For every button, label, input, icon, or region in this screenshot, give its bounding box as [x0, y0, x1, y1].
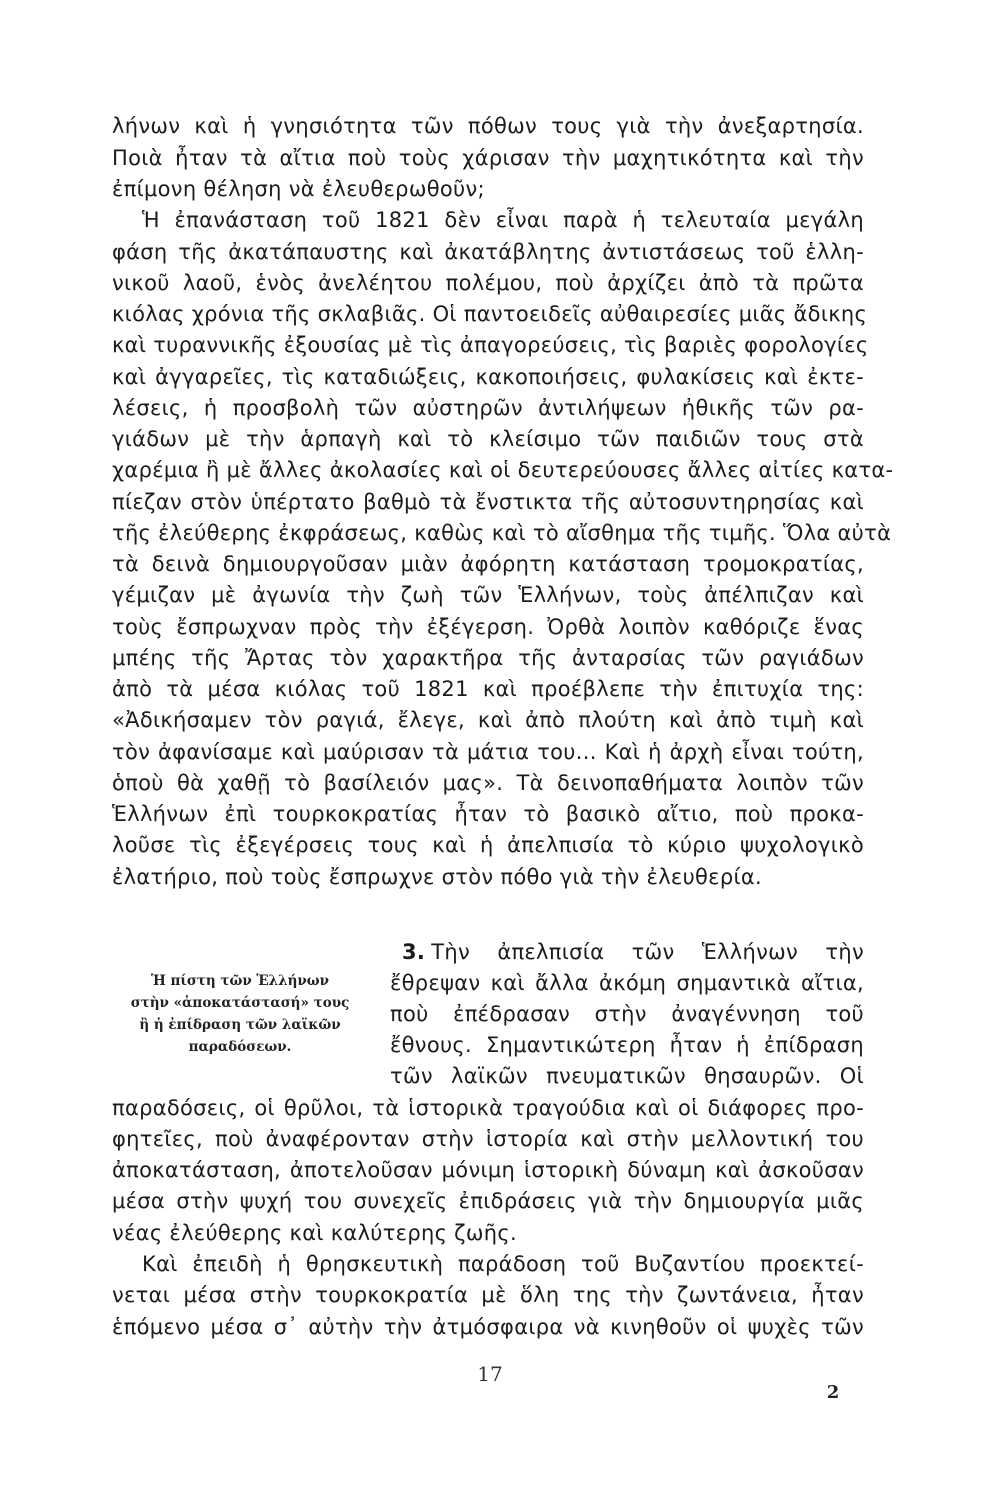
text-line: ἀποκατάσταση, ἀποτελοῦσαν μόνιμη ἱστορικὴ δύναμη καὶ ἀσκοῦσαν [112, 1158, 864, 1182]
text-line: τῶν λαϊκῶν πνευματικῶν θησαυρῶν. Οἱ [390, 1064, 864, 1088]
text-line: ἐπίμονη θέληση νὰ ἐλευθερωθοῦν; [112, 177, 485, 201]
signature-mark: 2 [826, 1382, 840, 1403]
text-line: ἔθνους. Σημαντικώτερη ἦταν ἡ ἐπίδραση [390, 1033, 864, 1057]
text-line: Ποιὰ ἦταν τὰ αἴτια ποὺ τοὺς χάρισαν τὴν μαχητικότητα καὶ τὴν [112, 146, 864, 170]
text-line: τῆς ἐλεύθερης ἐκφράσεως, καθὼς καὶ τὸ αἴσθημα τῆς τιμῆς. Ὅλα αὐτὰ [112, 521, 892, 545]
margin-note [104, 970, 376, 1058]
text-line: λήνων καὶ ἡ γνησιότητα τῶν πόθων τους γιὰ τὴν ἀνεξαρτησία. [112, 114, 864, 138]
text-line: νικοῦ λαοῦ, ἑνὸς ἀνελέητου πολέμου, ποὺ ἀρχίζει ἀπὸ τὰ πρῶτα [112, 271, 864, 295]
margin-note-line: Ἡ πίστη τῶν Ἑλλήνων [150, 973, 330, 989]
text-line: λοῦσε τὶς ἐξεγέρσεις τους καὶ ἡ ἀπελπισία τὸ κύριο ψυχολογικὸ [112, 833, 864, 857]
text-line: ἔθρεψαν καὶ ἄλλα ἀκόμη σημαντικὰ αἴτια, [390, 971, 864, 995]
section-heading-line [402, 938, 864, 966]
text-line: Καὶ ἐπειδὴ ἡ θρησκευτικὴ παράδοση τοῦ Βυζαντίου προεκτεί- [142, 1252, 864, 1276]
text-line: Ἑλλήνων ἐπὶ τουρκοκρατίας ἦταν τὸ βασικὸ αἴτιο, ποὺ προκα- [112, 802, 864, 826]
text-line: παραδόσεις, οἱ θρῦλοι, τὰ ἱστορικὰ τραγούδια καὶ οἱ διάφορες προ- [112, 1096, 864, 1120]
text-line: φητεῖες, ποὺ ἀναφέρονταν στὴν ἱστορία καὶ στὴν μελλοντική του [112, 1127, 864, 1151]
text-line: νεται μέσα στὴν τουρκοκρατία μὲ ὅλη της τὴν ζωντάνεια, ἦταν [112, 1283, 864, 1307]
section-first-line: Τὴν ἀπελπισία τῶν Ἑλλήνων τὴν [431, 940, 864, 964]
text-line: πίεζαν στὸν ὑπέρτατο βαθμὸ τὰ ἔνστικτα τῆς αὐτοσυντηρησίας καὶ [112, 490, 864, 514]
text-line: ἑπόμενο μέσα σ᾽ αὐτὴν τὴν ἀτμόσφαιρα νὰ κινηθοῦν οἱ ψυχὲς τῶν [112, 1315, 864, 1339]
text-line: τοὺς ἔσπρωχναν πρὸς τὴν ἐξέγερση. Ὀρθὰ λοιπὸν καθόριζε ἕνας [112, 615, 864, 639]
text-line: τὸν ἀφανίσαμε καὶ μαύρισαν τὰ μάτια του... Καὶ ἡ ἀρχὴ εἶναι τούτη, [112, 740, 864, 764]
margin-note-line: ἢ ἡ ἐπίδραση τῶν λαϊκῶν [139, 1017, 341, 1033]
margin-note-line: στὴν «ἀποκατάστασή» τους [130, 995, 350, 1011]
text-line: μέσα στὴν ψυχή του συνεχεῖς ἐπιδράσεις γιὰ τὴν δημιουργία μιᾶς [112, 1189, 864, 1213]
text-line: νέας ἐλεύθερης καὶ καλύτερης ζωῆς. [112, 1221, 517, 1245]
text-line: ὁποὺ θὰ χαθῇ τὸ βασίλειόν μας». Τὰ δεινοπαθήματα λοιπὸν τῶν [112, 771, 864, 795]
text-line: ποὺ ἐπέδρασαν στὴν ἀναγέννηση τοῦ [390, 1002, 864, 1026]
text-line: καὶ ἀγγαρεῖες, τὶς καταδιώξεις, κακοποιήσεις, φυλακίσεις καὶ ἐκτε- [112, 365, 864, 389]
text-line: κιόλας χρόνια τῆς σκλαβιᾶς. Οἱ παντοειδεῖς αὐθαιρεσίες μιᾶς ἄδικης [112, 302, 868, 326]
text-line: τὰ δεινὰ δημιουργοῦσαν μιὰν ἀφόρητη κατάσταση τρομοκρατίας, [112, 552, 864, 576]
page-number: 17 [477, 1362, 503, 1386]
text-line: χαρέμια ἢ μὲ ἄλλες ἀκολασίες καὶ οἱ δευτερεύουσες ἄλλες αἰτίες κατα- [112, 458, 894, 482]
text-line: γιάδων μὲ τὴν ἁρπαγὴ καὶ τὸ κλείσιμο τῶν παιδιῶν τους στὰ [112, 427, 864, 451]
text-line: Ἡ ἐπανάσταση τοῦ 1821 δὲν εἶναι παρὰ ἡ τελευταία μεγάλη [142, 208, 864, 232]
section-number: 3. [402, 940, 426, 964]
text-line: λέσεις, ἡ προσβολὴ τῶν αὐστηρῶν ἀντιλήψεων ἠθικῆς τῶν ρα- [112, 396, 864, 420]
margin-note-line: παραδόσεων. [188, 1039, 292, 1055]
text-line: καὶ τυραννικῆς ἐξουσίας μὲ τὶς ἀπαγορεύσεις, τὶς βαριὲς φορολογίες [112, 333, 869, 357]
text-line: «Ἀδικήσαμεν τὸν ραγιά, ἔλεγε, καὶ ἀπὸ πλούτη καὶ ἀπὸ τιμὴ καὶ [112, 708, 864, 732]
text-line: γέμιζαν μὲ ἀγωνία τὴν ζωὴ τῶν Ἑλλήνων, τοὺς ἀπέλπιζαν καὶ [112, 583, 864, 607]
text-line: ἀπὸ τὰ μέσα κιόλας τοῦ 1821 καὶ προέβλεπε τὴν ἐπιτυχία της: [112, 677, 864, 701]
text-line: ἐλατήριο, ποὺ τοὺς ἔσπρωχνε στὸν πόθο γιὰ τὴν ἐλευθερία. [112, 865, 762, 889]
text-line: μπέης τῆς Ἄρτας τὸν χαρακτῆρα τῆς ἀνταρσίας τῶν ραγιάδων [112, 646, 864, 670]
text-line: φάση τῆς ἀκατάπαυστης καὶ ἀκατάβλητης ἀντιστάσεως τοῦ ἑλλη- [112, 240, 864, 264]
